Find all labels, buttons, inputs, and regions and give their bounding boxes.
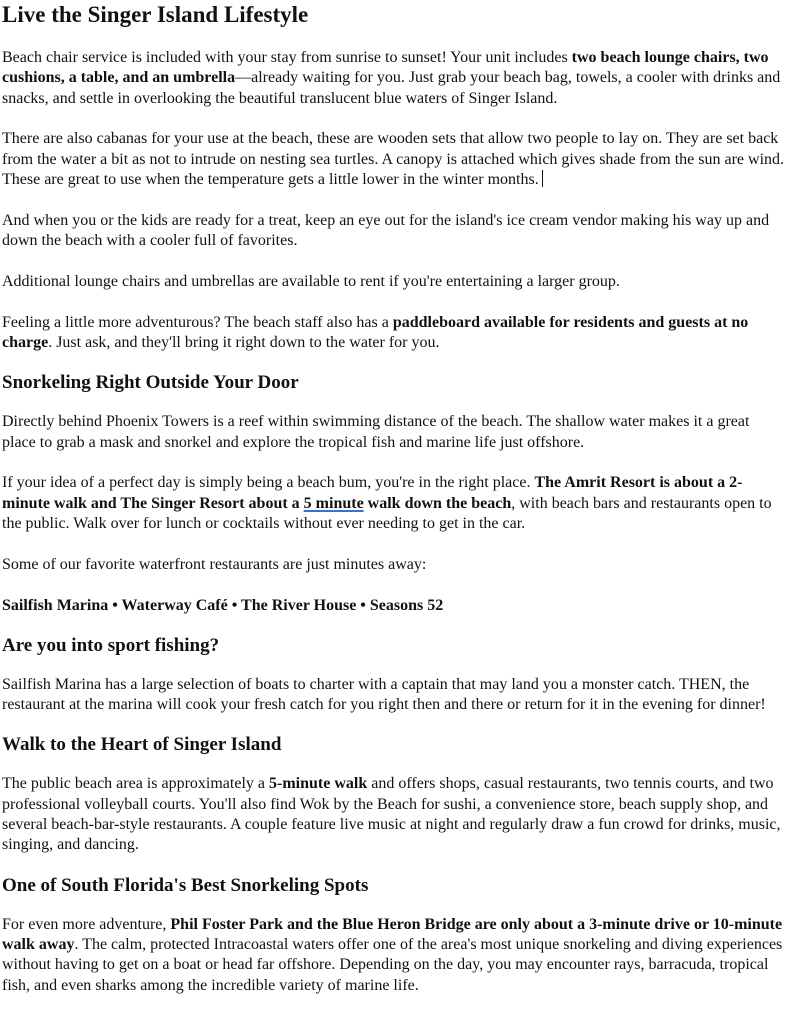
- page-title: Live the Singer Island Lifestyle: [2, 2, 309, 27]
- walk-heading: Walk to the Heart of Singer Island: [2, 734, 282, 756]
- resorts-paragraph: [2, 473, 787, 534]
- restaurant-list: [2, 596, 787, 616]
- bold-text: Phil Foster Park and the Blue Heron Bridge are only about a 3-minute drive or 10-minute walk away: [2, 915, 783, 953]
- fishing-paragraph: Sailfish Marina has a large selection of boats to charter with a captain that may land you a monster catch. THEN, the restaurant at the marina will cook your fresh catch for you right then and there or return for it in the evening for dinner!: [2, 675, 766, 714]
- text-span: , with beach bars and restaurants open to the public. Walk over for lunch or cocktails without ever needing to get in the car.: [2, 494, 772, 532]
- bold-text: 5-minute walk: [269, 775, 368, 793]
- ice-cream-paragraph: And when you or the kids are ready for a treat, keep an eye out for the island's ice cream vendor making his way up and down the beach with a cooler full of favorites.: [2, 211, 770, 250]
- bold-text: two beach lounge chairs, two cushions, a table, and an umbrella: [2, 49, 769, 87]
- best-snorkeling-heading: One of South Florida's Best Snorkeling Spots: [2, 874, 369, 896]
- text-span: Feeling a little more adventurous? The beach staff also has a: [2, 313, 393, 331]
- text-span: and offers shops, casual restaurants, two tennis courts, and two professional volleyball courts. You'll also find Wok by the Beach for sushi, a convenience store, beach supply shop, and several beach-bar-style restaurants. A couple feature live music at night and regularly draw a fun crowd for drinks, music, singing, and dancing.: [2, 775, 781, 854]
- text-span: If your idea of a perfect day is simply being a beach bum, you're in the right place.: [2, 474, 535, 492]
- text-span: There are also cabanas for your use at the beach, these are wooden sets that allow two people to lay on. They are set back from the water a bit as not to intrude on nesting sea turtles. A canopy is attached which gives shade from the sun are wind. These are great to use when the temperature gets a little lower in the winter months.: [2, 130, 785, 188]
- bold-text: The Amrit Resort is about a 2-minute walk and The Singer Resort about a: [2, 474, 743, 512]
- bold-text: walk down the beach: [363, 494, 512, 512]
- text-cursor: [542, 170, 543, 187]
- restaurant-names: Sailfish Marina • Waterway Café • The River House • Seasons 52: [2, 596, 444, 614]
- snorkeling-heading: Snorkeling Right Outside Your Door: [2, 372, 299, 394]
- text-span: —already waiting for you. Just grab your beach bag, towels, a cooler with drinks and snacks, and settle in overlooking the beautiful translucent blue waters of Singer Island.: [2, 69, 781, 107]
- text-span: . The calm, protected Intracoastal waters offer one of the area's most unique snorkeling and diving experiences without having to get on a boat or head far offshore. Depending on the day, you may encounter rays, barracuda, tropical fish, and even sharks among the incredible variety of marine life.: [2, 935, 783, 994]
- bold-text: paddleboard available for residents and guests at no charge: [2, 313, 749, 351]
- rentals-paragraph: Additional lounge chairs and umbrellas are available to rent if you're entertaining a larger group.: [2, 272, 620, 290]
- paddleboard-paragraph: [2, 313, 787, 354]
- restaurants-intro-paragraph: Some of our favorite waterfront restaurants are just minutes away:: [2, 555, 427, 573]
- cabanas-paragraph: [2, 129, 787, 190]
- public-beach-paragraph: [2, 774, 787, 855]
- text-span: Beach chair service is included with your stay from sunrise to sunset! Your unit includes: [2, 49, 572, 66]
- sport-fishing-heading: Are you into sport fishing?: [2, 634, 220, 656]
- text-span: . Just ask, and they'll bring it right down to the water for you.: [48, 333, 440, 351]
- text-span: For even more adventure,: [2, 915, 171, 933]
- text-span: The public beach area is approximately a: [2, 775, 269, 793]
- phil-foster-paragraph: [2, 915, 787, 996]
- five-minute-link[interactable]: 5 minute: [303, 494, 364, 512]
- beach-chair-paragraph: [2, 48, 787, 109]
- reef-paragraph: Directly behind Phoenix Towers is a reef within swimming distance of the beach. The shallow water makes it a great place to grab a mask and snorkel and explore the tropical fish and marine life just offshore.: [2, 413, 750, 451]
